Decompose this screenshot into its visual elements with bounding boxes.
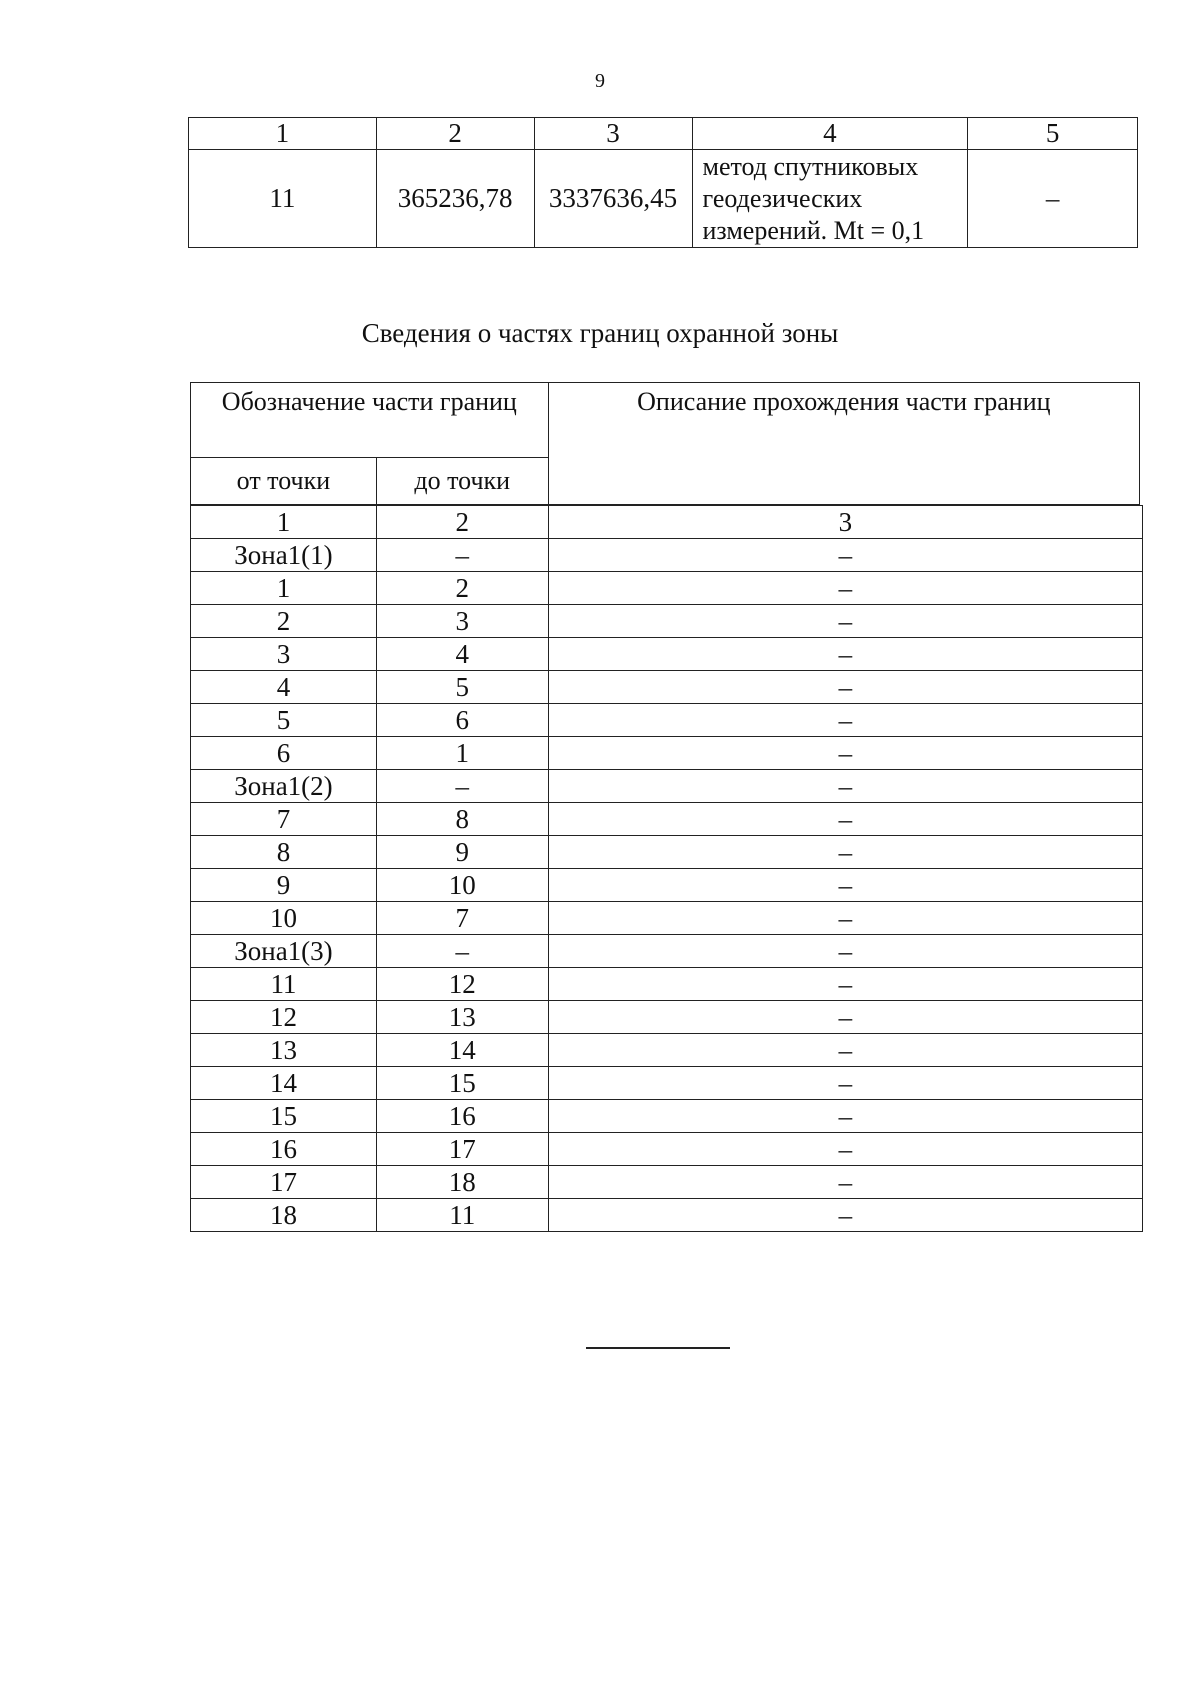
from-point: 6 [191,737,377,770]
column-number: 4 [692,118,968,150]
from-point: 9 [191,869,377,902]
from-point: 3 [191,638,377,671]
to-point: 17 [376,1133,548,1166]
to-point-header: до точки [376,458,548,505]
from-point: Зона1(3) [191,935,377,968]
table-row [191,605,1143,638]
header-row [191,383,1140,458]
from-point: Зона1(1) [191,539,377,572]
to-point: 11 [376,1199,548,1232]
point-number: 11 [189,150,377,248]
from-point: 1 [191,572,377,605]
to-point: 6 [376,704,548,737]
table-row [191,803,1143,836]
method-line: геодезических [702,183,863,213]
parts-table-body [191,506,1143,1232]
to-point: 4 [376,638,548,671]
method-line: измерений. Mt = 0,1 [702,215,925,245]
column-number-row [191,506,1143,539]
to-point: 2 [376,572,548,605]
from-point: 4 [191,671,377,704]
part-description: – [548,1133,1142,1166]
method-line: метод спутниковых [702,151,919,181]
column-number: 3 [534,118,692,150]
part-description: – [548,1166,1142,1199]
part-description: – [548,935,1142,968]
column-number: 1 [189,118,377,150]
from-point: 7 [191,803,377,836]
table-row [191,1166,1143,1199]
table-row [191,770,1143,803]
part-description: – [548,836,1142,869]
to-point: 13 [376,1001,548,1034]
table-row [191,1133,1143,1166]
part-description: – [548,572,1142,605]
table-row [191,1034,1143,1067]
point-note: – [968,150,1138,248]
from-point: 17 [191,1166,377,1199]
to-point: – [376,539,548,572]
column-number-row [189,118,1138,150]
part-description: – [548,737,1142,770]
part-description: – [548,770,1142,803]
part-description: – [548,1034,1142,1067]
part-description: – [548,605,1142,638]
to-point: 14 [376,1034,548,1067]
to-point: 15 [376,1067,548,1100]
column-number: 2 [376,506,548,539]
table-row [191,1001,1143,1034]
part-description: – [548,1067,1142,1100]
column-number: 5 [968,118,1138,150]
from-point: 10 [191,902,377,935]
table-row [191,935,1143,968]
part-description: – [548,869,1142,902]
table-row [191,737,1143,770]
part-description: – [548,1001,1142,1034]
table-row [189,150,1138,248]
to-point: 12 [376,968,548,1001]
from-point: Зона1(2) [191,770,377,803]
table-row [191,671,1143,704]
table-row [191,638,1143,671]
parts-table [190,505,1143,1232]
column-number: 2 [376,118,534,150]
table-row [191,1199,1143,1232]
from-point: 8 [191,836,377,869]
table-row [191,836,1143,869]
table-row [191,1067,1143,1100]
to-point: 9 [376,836,548,869]
to-point: 5 [376,671,548,704]
to-point: 1 [376,737,548,770]
from-point: 15 [191,1100,377,1133]
coordinates-table-continuation [188,117,1138,248]
to-point: 16 [376,1100,548,1133]
from-point: 13 [191,1034,377,1067]
table-row [191,539,1143,572]
from-point: 14 [191,1067,377,1100]
part-description: – [548,902,1142,935]
designation-header: Обозначение части границ [191,383,549,458]
part-description: – [548,539,1142,572]
column-number: 1 [191,506,377,539]
measurement-method [692,150,968,248]
end-of-document-rule [586,1347,730,1349]
to-point: – [376,770,548,803]
to-point: – [376,935,548,968]
part-description: – [548,968,1142,1001]
table-row [191,968,1143,1001]
to-point: 7 [376,902,548,935]
from-point: 12 [191,1001,377,1034]
part-description: – [548,671,1142,704]
from-point-header: от точки [191,458,377,505]
to-point: 18 [376,1166,548,1199]
table-row [191,902,1143,935]
from-point: 11 [191,968,377,1001]
coordinate-y: 3337636,45 [534,150,692,248]
parts-table-header [190,382,1140,505]
page-number: 9 [595,70,605,92]
table-row [191,572,1143,605]
table-row [191,1100,1143,1133]
part-description: – [548,704,1142,737]
part-description: – [548,803,1142,836]
to-point: 10 [376,869,548,902]
from-point: 18 [191,1199,377,1232]
table-row [191,704,1143,737]
table-row [191,869,1143,902]
part-description: – [548,1100,1142,1133]
part-description: – [548,638,1142,671]
description-header: Описание прохождения части границ [548,383,1139,505]
from-point: 2 [191,605,377,638]
from-point: 5 [191,704,377,737]
part-description: – [548,1199,1142,1232]
column-number: 3 [548,506,1142,539]
to-point: 8 [376,803,548,836]
coordinate-x: 365236,78 [376,150,534,248]
section-title: Сведения о частях границ охранной зоны [361,318,839,348]
to-point: 3 [376,605,548,638]
from-point: 16 [191,1133,377,1166]
